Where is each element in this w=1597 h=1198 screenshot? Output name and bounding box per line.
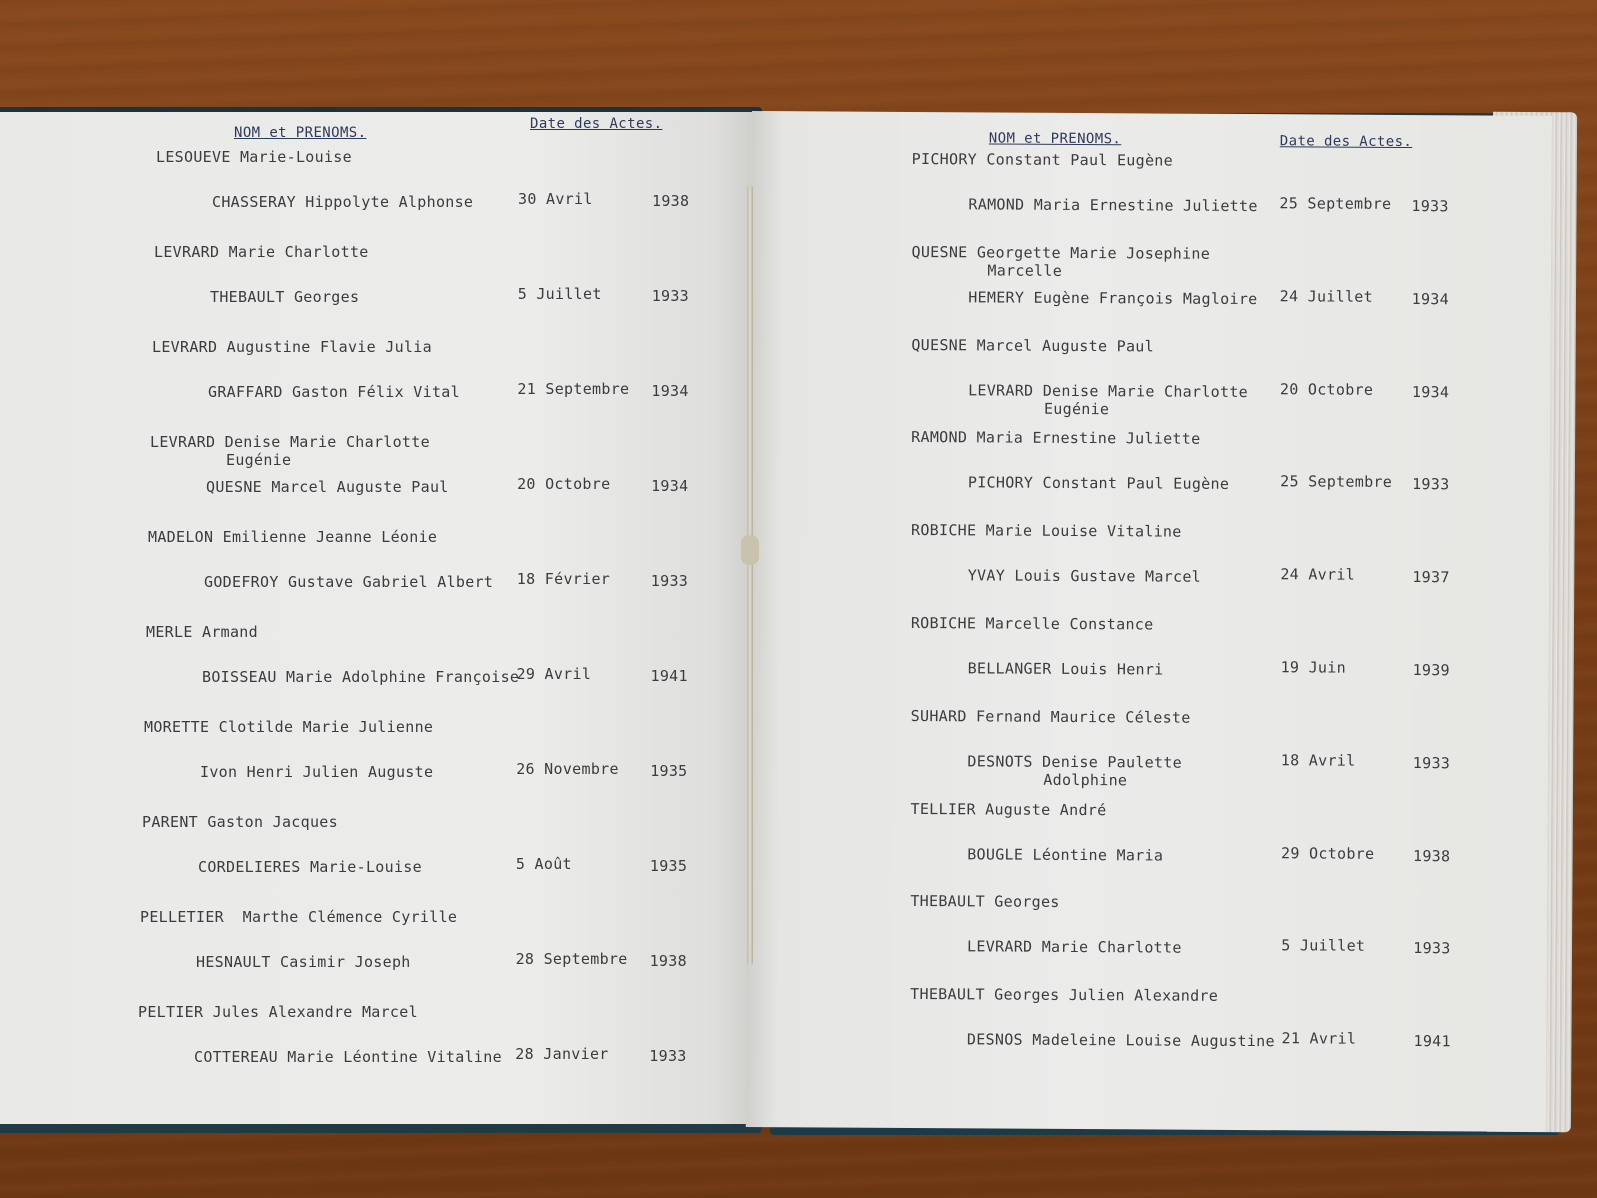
entry-spouse-name: [200, 763, 433, 781]
name-line: ROBICHE Marie Louise Vitaline: [910, 521, 1182, 541]
spouse-line: THEBAULT Georges: [210, 288, 360, 306]
entry-year: 1934: [1411, 289, 1450, 309]
entry-spouse-name: [194, 1048, 502, 1066]
entry-spouse-name: [206, 478, 449, 496]
spouse-line: PICHORY Constant Paul Eugène: [967, 473, 1230, 494]
entry-year: 1933: [1411, 197, 1449, 216]
spouse-line: BOISSEAU Marie Adolphine Françoise: [202, 668, 520, 686]
spouse-line: YVAY Louis Gustave Marcel: [967, 566, 1202, 586]
entry-main-name: [138, 1003, 418, 1021]
entry-year: 1934: [1411, 382, 1450, 401]
left-header-name: NOM et PRENOMS.: [234, 125, 367, 141]
name-line: RAMOND Maria Ernestine Juliette: [911, 428, 1201, 449]
entry-main-name: [150, 433, 430, 469]
entry-date: 28 Septembre: [515, 950, 628, 968]
entry-year: 1934: [651, 477, 689, 495]
spouse-line: BOUGLE Léontine Maria: [967, 844, 1164, 865]
name-line: THEBAULT Georges: [910, 892, 1060, 912]
spouse-line: HESNAULT Casimir Joseph: [196, 953, 411, 971]
entry-year: 1933: [650, 572, 689, 590]
entry-spouse-name: [968, 659, 1164, 678]
entry-spouse-name: [968, 381, 1248, 419]
entry-year: 1941: [650, 667, 688, 685]
spouse-line: LEVRARD Denise Marie Charlotte: [968, 380, 1249, 401]
entry-main-name: [910, 985, 1218, 1005]
entry-main-name: [910, 892, 1059, 911]
name-line: PELTIER Jules Alexandre Marcel: [138, 1003, 418, 1021]
entry-year: 1933: [649, 1047, 687, 1065]
entry-date: 5 Juillet: [517, 285, 602, 303]
entry-date: 19 Juin: [1280, 658, 1346, 677]
entry-date: 18 Avril: [1280, 751, 1356, 770]
entry-spouse-name: [967, 752, 1182, 789]
entry-spouse-name: [967, 938, 1182, 957]
spouse-line: QUESNE Marcel Auguste Paul: [206, 478, 449, 496]
entry-year: 1935: [649, 857, 688, 875]
entry-spouse-name: [208, 383, 460, 401]
binding-knot: [741, 535, 759, 565]
name-line: LEVRARD Denise Marie Charlotte: [150, 433, 430, 451]
spouse-line: COTTEREAU Marie Léontine Vitaline: [194, 1048, 502, 1066]
spouse-line: GODEFROY Gustave Gabriel Albert: [204, 573, 494, 591]
entry-main-name: [911, 521, 1182, 541]
entry-year: 1938: [649, 952, 687, 970]
name-line: PICHORY Constant Paul Eugène: [911, 149, 1174, 170]
entry-spouse-name: [198, 858, 422, 876]
entry-date: 30 Avril: [518, 190, 593, 208]
entry-main-name: [152, 338, 432, 356]
name-line: LEVRARD Augustine Flavie Julia: [152, 338, 432, 356]
spouse-line: HEMERY Eugène François Magloire: [968, 288, 1258, 308]
spouse-line: Adolphine: [1043, 770, 1128, 790]
entry-date: 5 Juillet: [1281, 936, 1366, 956]
entry-main-name: [911, 614, 1154, 633]
name-line: MERLE Armand: [146, 623, 258, 641]
name-line: ROBICHE Marcelle Constance: [910, 613, 1154, 634]
name-line: MADELON Emilienne Jeanne Léonie: [148, 528, 438, 546]
left-header-date: Date des Actes.: [530, 116, 663, 132]
entry-year: 1933: [1413, 939, 1451, 958]
right-page: [746, 111, 1552, 1132]
entry-date: 29 Avril: [516, 665, 592, 683]
entry-main-name: [140, 908, 457, 926]
entry-year: 1937: [1412, 568, 1450, 587]
entry-year: 1933: [1412, 475, 1450, 494]
entry-main-name: [156, 148, 352, 166]
name-line: PARENT Gaston Jacques: [142, 813, 338, 831]
entry-main-name: [144, 718, 433, 736]
left-page: [0, 112, 752, 1124]
name-line: THEBAULT Georges Julien Alexandre: [910, 985, 1219, 1006]
spouse-line: GRAFFARD Gaston Félix Vital: [208, 383, 460, 401]
entry-date: 28 Janvier: [515, 1045, 609, 1063]
entry-spouse-name: [212, 193, 473, 211]
entry-spouse-name: [968, 567, 1201, 586]
entry-spouse-name: [968, 288, 1257, 308]
spouse-line: RAMOND Maria Ernestine Juliette: [968, 195, 1258, 216]
entry-main-name: [912, 150, 1173, 170]
name-line: QUESNE Marcel Auguste Paul: [911, 335, 1155, 356]
entry-date: 5 Août: [515, 855, 572, 873]
entry-spouse-name: [210, 288, 359, 306]
spouse-line: CORDELIERES Marie-Louise: [198, 858, 422, 876]
entry-spouse-name: [202, 668, 519, 686]
entry-date: 20 Octobre: [517, 475, 611, 493]
entry-year: 1933: [651, 287, 690, 305]
spouse-line: LEVRARD Marie Charlotte: [967, 937, 1182, 958]
entry-date: 25 Septembre: [1279, 194, 1392, 213]
entry-spouse-name: [204, 573, 493, 591]
entry-year: 1933: [1412, 753, 1451, 773]
entry-spouse-name: [967, 1031, 1275, 1051]
entry-year: 1938: [652, 192, 690, 210]
spouse-line: BELLANGER Louis Henri: [967, 659, 1164, 679]
spouse-line: DESNOS Madeleine Louise Augustine: [966, 1030, 1275, 1051]
name-line: TELLIER Auguste André: [910, 799, 1107, 819]
entry-date: 20 Octobre: [1279, 379, 1374, 399]
name-line: Eugénie: [226, 451, 292, 469]
entry-date: 26 Novembre: [516, 760, 619, 778]
entry-date: 21 Avril: [1281, 1029, 1357, 1048]
name-line: LEVRARD Marie Charlotte: [154, 243, 369, 261]
name-line: LESOUEVE Marie-Louise: [156, 148, 352, 166]
name-line: SUHARD Fernand Maurice Céleste: [910, 706, 1191, 727]
entry-main-name: [911, 336, 1154, 355]
entry-date: 24 Avril: [1280, 565, 1356, 584]
binding-thread: [747, 185, 753, 965]
entry-year: 1934: [651, 382, 689, 400]
entry-main-name: [142, 813, 338, 831]
entry-year: 1935: [650, 762, 688, 780]
entry-date: 24 Juillet: [1279, 287, 1374, 306]
entry-year: 1938: [1413, 846, 1451, 865]
entry-spouse-name: [967, 845, 1163, 864]
spouse-line: Eugénie: [1043, 399, 1110, 418]
entry-spouse-name: [968, 474, 1229, 494]
entry-spouse-name: [196, 953, 411, 971]
entry-main-name: [154, 243, 369, 261]
entry-date: 29 Octobre: [1281, 843, 1375, 863]
name-line: Marcelle: [987, 261, 1063, 280]
entry-main-name: [911, 428, 1200, 448]
name-line: QUESNE Georgette Marie Josephine: [911, 242, 1211, 263]
entry-spouse-name: [968, 195, 1257, 215]
entry-main-name: [911, 707, 1191, 727]
entry-date: 21 Septembre: [517, 380, 630, 398]
entry-date: 25 Septembre: [1280, 472, 1393, 492]
entry-date: 18 Février: [516, 570, 611, 588]
entry-main-name: [911, 243, 1210, 281]
right-header-name: NOM et PRENOMS.: [988, 130, 1122, 148]
entry-year: 1939: [1412, 661, 1450, 680]
spouse-line: CHASSERAY Hippolyte Alphonse: [212, 193, 474, 211]
entry-year: 1941: [1413, 1032, 1451, 1051]
name-line: MORETTE Clotilde Marie Julienne: [144, 718, 434, 736]
spouse-line: DESNOTS Denise Paulette: [967, 752, 1183, 772]
right-header-date: Date des Actes.: [1279, 133, 1413, 151]
spouse-line: Ivon Henri Julien Auguste: [200, 763, 434, 781]
entry-main-name: [910, 800, 1106, 819]
name-line: PELLETIER Marthe Clémence Cyrille: [140, 908, 458, 926]
entry-main-name: [146, 623, 258, 641]
entry-main-name: [148, 528, 437, 546]
